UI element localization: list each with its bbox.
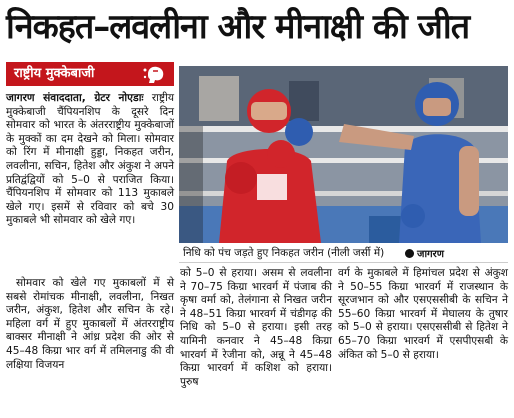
dateline: जागरण संवाददाता, ग्रेटर नोएडाः (6, 92, 144, 104)
section-label: राष्ट्रीय मुक्केबाजी (14, 66, 95, 81)
photo-credit (405, 246, 444, 260)
caption-bar (179, 243, 508, 263)
section-strip (6, 62, 174, 86)
boxing-match-photo (179, 66, 508, 243)
article-column-1 (6, 92, 174, 228)
paragraph-2: सोमवार को खेले गए मुकाबलों में से सबसे रोमांचक मीनाक्षी, लवलीना, निखत जरीन, अंकुश, हितेश और सचिन के रहे। महिला वर्ग में हुए मुकाबलों में अंतरराष्ट्रीय बाक्सर मीनाक्षी ने आंध्र प्रदेश की ओर से 45–48 किग्रा भार वर्ग में तमिलनाडु की वी लक्षिया विजयन (6, 277, 174, 371)
photo-credit-label: जागरण (417, 249, 444, 260)
headline: निकहत–लवलीना और मीनाक्षी की जीत (6, 7, 470, 47)
paragraph-1: राष्ट्रीय मुक्केबाजी चैंपियनशिप के दूसरे दिन सोमवार को भारत के अंतरराष्ट्रीय मुक्केबाजों के मुक्कों का दम देखने को मिला। सोमवार को रिंग में मीनाक्षी हुड्डा, निकहत जरीन, लवलीना, सचिन, हितेश और अंकुश ने अपने प्रतिद्वंद्वियों को 5–0 से पराजित किया। चैंपियनशिप में सोमवार को 113 मुकाबले खेले गए। इसमें से रविवार को बचे 30 मुकाबले भी सोमवार को खेले गए। (6, 92, 174, 227)
article-column-3: वर्ग के मुकाबले में हिमांचल प्रदेश से अंकुश ने 50–55 किग्रा भारवर्ग में राजस्थान के सूरजभान को और एसएससीबी के सचिन ने 55–60 किग्रा भारवर्ग में मेघालय के तुषार को 5–0 से हराया। एसएससीबी से हितेश ने 65–70 किग्रा भारवर्ग में एसपीएसबी के अंकित को 5–0 से हराया। (338, 267, 508, 361)
article-column-2: को 5–0 से हराया। असम से लवलीना ने 70–75 किग्रा भारवर्ग में पंजाब की कृषा वर्मा को, तेलंगाना से निखत जरीन ने 48–51 किग्रा भारवर्ग में चंडीगढ़ की निधि को 5–0 से हराया। इसी तरह यामिनी कनवार ने 45–48 किग्रा भारवर्ग में रेजीना को, अन्नू ने 45–48 किग्रा भारवर्ग में कशिश को हराया। पुरुष (180, 267, 332, 388)
jagran-logo-icon (405, 249, 414, 258)
photo-caption: निधि को पंच जड़ते हुए निकहत जरीन (नीली जर्सी में) (183, 247, 385, 259)
boxing-glove-icon (142, 64, 168, 84)
news-photo (179, 66, 508, 243)
